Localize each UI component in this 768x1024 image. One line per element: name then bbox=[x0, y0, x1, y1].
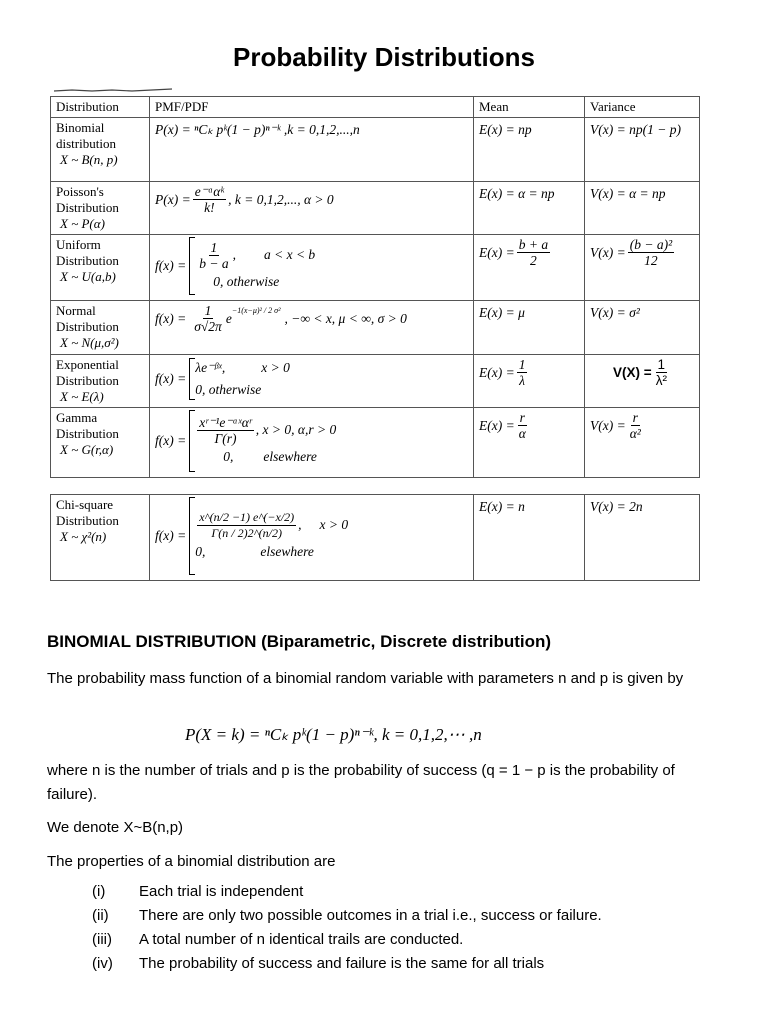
scribble-mark bbox=[52, 83, 182, 93]
fraction-numerator: 1 bbox=[657, 357, 666, 372]
pdf-lhs: f(x) = bbox=[155, 528, 187, 543]
list-item-number: (ii) bbox=[92, 907, 109, 924]
fraction-numerator: 1 bbox=[518, 357, 526, 372]
distribution-notation: X ~ χ²(n) bbox=[60, 529, 107, 544]
table-row bbox=[51, 408, 700, 478]
fraction-denominator: 12 bbox=[644, 253, 658, 268]
pmf-condition: , k = 0,1,2,..., α > 0 bbox=[228, 191, 334, 207]
pmf-cell bbox=[150, 182, 474, 235]
fraction-denominator: λ² bbox=[655, 373, 667, 388]
header-variance: Variance bbox=[585, 97, 700, 118]
distribution-name: Exponential Distribution bbox=[56, 357, 119, 388]
case-condition: x > 0 bbox=[261, 360, 290, 375]
distribution-notation: X ~ G(r,α) bbox=[60, 442, 114, 457]
case-condition: x > 0 bbox=[319, 517, 349, 532]
pmf-cell: P(x) = ⁿCₖ pᵏ(1 − p)ⁿ⁻ᵏ ,k = 0,1,2,...,n bbox=[150, 118, 474, 182]
header-mean: Mean bbox=[474, 97, 585, 118]
case-condition: , x > 0, α,r > 0 bbox=[255, 422, 337, 437]
pdf-cell bbox=[150, 408, 474, 478]
case-value: λe⁻ᵝˣ, bbox=[195, 360, 226, 375]
distribution-name: Poisson's Distribution bbox=[56, 184, 119, 215]
list-item-text: There are only two possible outcomes in a trial i.e., success or failure. bbox=[139, 907, 602, 924]
mean-cell bbox=[474, 235, 585, 301]
mean-cell: E(x) = np bbox=[474, 118, 585, 182]
header-pmf: PMF/PDF bbox=[150, 97, 474, 118]
case-condition: otherwise bbox=[226, 273, 280, 289]
fraction-numerator: b + a bbox=[518, 237, 549, 252]
pmf-fraction bbox=[193, 184, 226, 215]
distribution-name: Gamma Distribution bbox=[56, 410, 119, 441]
chi-square-table bbox=[50, 494, 700, 581]
paragraph-notation: We denote X~B(n,p) bbox=[47, 819, 184, 836]
case-value: 0, bbox=[223, 448, 234, 464]
mean-lhs: E(x) = bbox=[479, 364, 515, 380]
fraction-denominator: 2 bbox=[530, 253, 537, 268]
fraction-denominator: Γ(r) bbox=[214, 430, 237, 446]
binomial-equation: P(X = k) = ⁿCₖ pᵏ(1 − p)ⁿ⁻ᵏ, k = 0,1,2,⋯ ,n bbox=[185, 725, 482, 744]
mean-cell bbox=[474, 355, 585, 408]
case-value: 0, bbox=[213, 273, 224, 289]
variance-cell: V(x) = 2n bbox=[585, 495, 700, 581]
list-item-text: A total number of n identical trails are conducted. bbox=[139, 931, 464, 948]
list-item bbox=[92, 907, 602, 931]
exponent: −1(x−μ)² / 2 σ² bbox=[231, 306, 281, 315]
fraction-numerator: 1 bbox=[204, 303, 212, 318]
table-row bbox=[51, 495, 700, 581]
table-row bbox=[51, 235, 700, 301]
section-heading: BINOMIAL DISTRIBUTION (Biparametric, Discrete distribution) bbox=[47, 632, 552, 651]
fraction-numerator: 1 bbox=[210, 239, 218, 255]
fraction-denominator: α² bbox=[629, 426, 641, 441]
variance-cell: V(x) = σ² bbox=[585, 301, 700, 355]
pdf-cell bbox=[150, 235, 474, 301]
paragraph-properties-intro: The properties of a binomial distribution are bbox=[47, 853, 336, 870]
distribution-name: Uniform Distribution bbox=[56, 237, 119, 268]
piecewise-cases bbox=[195, 357, 290, 401]
list-item-text: Each trial is independent bbox=[139, 883, 304, 900]
distribution-notation: X ~ P(α) bbox=[60, 216, 105, 231]
distribution-name: Chi-square Distribution bbox=[56, 497, 119, 528]
list-item bbox=[92, 955, 602, 979]
pdf-lhs: f(x) = bbox=[155, 371, 187, 386]
piecewise-cases bbox=[195, 415, 336, 468]
case-value: 0, otherwise bbox=[195, 382, 262, 397]
list-item bbox=[92, 931, 602, 955]
distribution-notation: X ~ N(μ,σ²) bbox=[60, 335, 119, 350]
pdf-lhs: f(x) = bbox=[155, 310, 187, 326]
mean-cell: E(x) = n bbox=[474, 495, 585, 581]
variance-cell: V(x) = α = np bbox=[585, 182, 700, 235]
variance-lhs: V(x) = bbox=[590, 417, 626, 433]
variance-cell bbox=[585, 408, 700, 478]
fraction-denominator: α bbox=[518, 426, 526, 441]
list-item-text: The probability of success and failure is the same for all trials bbox=[139, 955, 545, 972]
case-condition: elsewhere bbox=[263, 448, 317, 464]
fraction-denominator: b − a bbox=[199, 255, 229, 271]
fraction-numerator: x^(n/2 −1) e^(−x/2) bbox=[199, 509, 295, 524]
case-condition: a < x < b bbox=[263, 247, 316, 262]
distribution-notation: X ~ B(n, p) bbox=[60, 152, 118, 167]
table-row bbox=[51, 118, 700, 182]
pdf-cell bbox=[150, 355, 474, 408]
fraction-numerator: (b − a)² bbox=[629, 237, 673, 252]
variance-lhs: V(X) = bbox=[613, 365, 652, 380]
case-value: 0, bbox=[195, 543, 206, 559]
fraction-denominator: σ√2π bbox=[194, 319, 222, 334]
mean-cell bbox=[474, 408, 585, 478]
list-item bbox=[92, 883, 602, 907]
fraction-denominator: k! bbox=[204, 200, 215, 215]
variance-cell: V(x) = np(1 − p) bbox=[585, 118, 700, 182]
paragraph-pmf-intro: The probability mass function of a binomial random variable with parameters n and p is given by bbox=[47, 670, 684, 687]
page-title: Probability Distributions bbox=[233, 42, 535, 72]
list-item-number: (iv) bbox=[92, 955, 113, 972]
fraction-numerator: xʳ⁻¹e⁻ᵅˣαʳ bbox=[199, 414, 252, 430]
fraction-denominator: Γ(n / 2)2^(n/2) bbox=[211, 525, 282, 540]
mean-cell: E(x) = α = np bbox=[474, 182, 585, 235]
pdf-cell: f(x) = $\frac{1}{\sigma√2\pi}$ e $^{-1(x-\mu)^2 / 2 \sigma^2}$ , −∞ < x, μ < ∞, σ > 0 bbox=[150, 301, 474, 355]
header-distribution: Distribution bbox=[51, 97, 150, 118]
list-item-number: (iii) bbox=[92, 931, 112, 948]
table-row bbox=[51, 301, 700, 355]
piecewise-cases: $\frac{x\^{}(n/2 -1) e\^{}(-x/2)}{\Gamma(n / 2)2\^{}(n/2)}$ , x > 0 0, elsewhere bbox=[195, 509, 349, 559]
table-header-row bbox=[51, 97, 700, 118]
mean-lhs: E(x) = bbox=[479, 244, 515, 260]
distribution-notation: X ~ E(λ) bbox=[60, 389, 104, 404]
distribution-name: Binomial distribution bbox=[56, 120, 116, 151]
pmf-lhs: P(x) = bbox=[155, 191, 191, 207]
fraction-numerator: r bbox=[519, 410, 525, 425]
case-condition: elsewhere bbox=[260, 543, 314, 559]
pdf-condition: , −∞ < x, μ < ∞, σ > 0 bbox=[284, 310, 407, 326]
pdf-lhs: f(x) = bbox=[155, 258, 187, 273]
distribution-table bbox=[50, 96, 700, 478]
fraction-numerator: e⁻ᵅαᵏ bbox=[194, 184, 225, 199]
variance-cell bbox=[585, 235, 700, 301]
variance-cell bbox=[585, 355, 700, 408]
mean-lhs: E(x) = bbox=[479, 417, 515, 433]
properties-list bbox=[92, 883, 602, 979]
fraction-numerator: r bbox=[632, 410, 638, 425]
table-row bbox=[51, 355, 700, 408]
table-row bbox=[51, 182, 700, 235]
pdf-lhs: f(x) = bbox=[155, 433, 187, 448]
paragraph-definitions: where n is the number of trials and p is the probability of success (q = 1 − p is the probability of failure). bbox=[47, 762, 675, 803]
pdf-cell bbox=[150, 495, 474, 581]
mean-cell: E(x) = μ bbox=[474, 301, 585, 355]
piecewise-cases: $\frac{1}{b - a}$ , a < x < b 0, otherwise bbox=[199, 239, 316, 289]
distribution-notation: X ~ U(a,b) bbox=[60, 269, 116, 284]
variance-lhs: V(x) = bbox=[590, 244, 626, 260]
fraction-denominator: λ bbox=[519, 373, 526, 388]
list-item-number: (i) bbox=[92, 883, 106, 900]
distribution-name: Normal Distribution bbox=[56, 303, 119, 334]
